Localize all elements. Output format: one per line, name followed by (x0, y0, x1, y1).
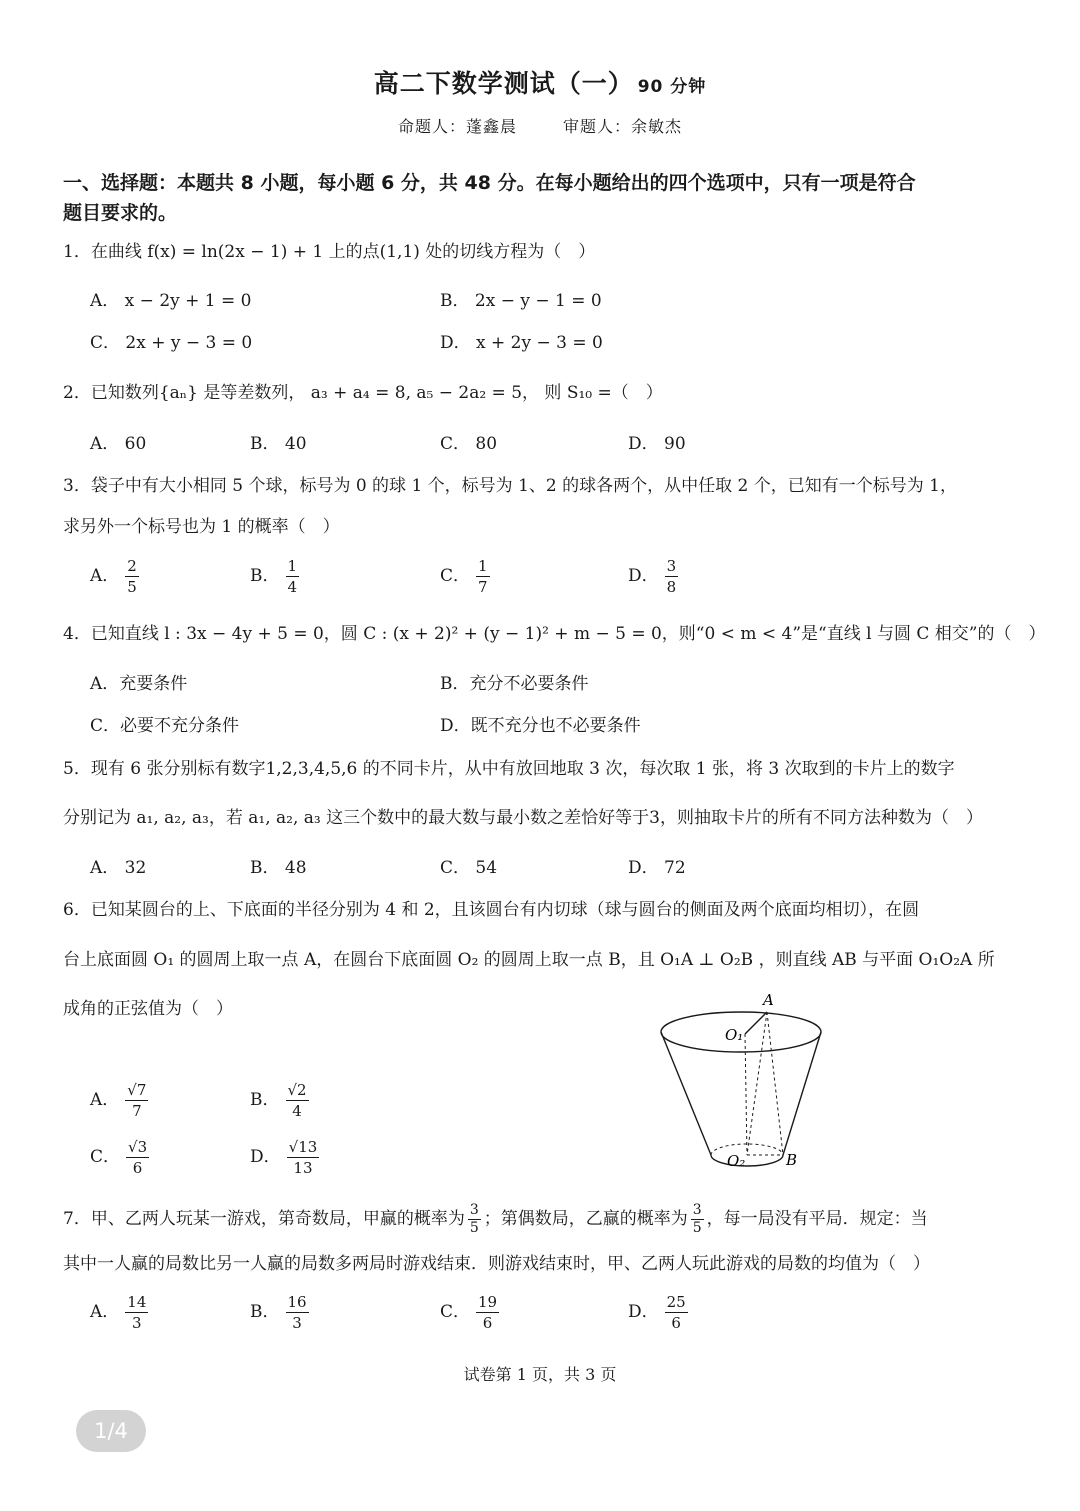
fraction-numerator: 2 (127, 557, 137, 575)
question-7-option-a[interactable] (90, 1292, 148, 1333)
label-o2: O₂ (727, 1152, 746, 1170)
question-5-option-c[interactable]: C． 54 (440, 858, 498, 878)
fraction-denominator: 7 (478, 578, 488, 596)
fraction-numerator: 16 (287, 1293, 307, 1311)
label-a: A (763, 991, 774, 1009)
question-6-option-a[interactable] (90, 1080, 148, 1121)
question-6-option-b[interactable] (250, 1080, 309, 1121)
fraction (125, 1080, 148, 1121)
option-label: B． (250, 566, 280, 586)
fraction-denominator: 6 (132, 1159, 143, 1177)
fraction-numerator: 3 (666, 557, 677, 575)
question-4-option-d[interactable]: D．既不充分也不必要条件 (440, 716, 641, 736)
right-slant-edge (783, 1032, 821, 1155)
option-label: D． (628, 1302, 659, 1322)
fraction-denominator: 6 (482, 1314, 493, 1332)
section-line-2: 题目要求的。 (63, 202, 178, 224)
question-3-option-d[interactable] (628, 556, 678, 597)
fraction-numerator: √3 (128, 1138, 148, 1156)
option-label: A． (90, 566, 120, 586)
option-label: B． (250, 1302, 280, 1322)
question-6-option-d[interactable] (250, 1137, 319, 1178)
fraction-numerator: 1 (287, 557, 298, 575)
fraction-numerator: 19 (478, 1293, 498, 1311)
fraction-denominator: 6 (671, 1314, 681, 1332)
question-7-option-b[interactable] (250, 1292, 309, 1333)
question-6-text-2: 台上底面圆 O₁ 的圆周上取一点 A，在圆台下底面圆 O₂ 的圆周上取一点 B，且 O₁A ⊥ O₂B ，则直线 AB 与平面 O₁O₂A 所 (63, 950, 995, 970)
fraction (286, 1292, 309, 1333)
question-4-text: 4．已知直线 l : 3x − 4y + 5 = 0，圆 C : (x + 2)² + (y − 1)² + m − 5 = 0，则“0 < m < 4”是“直线 l 与圆 C 相交”的（ ） (63, 624, 1046, 644)
fraction-denominator: 5 (692, 1220, 702, 1236)
duration-text: 90 分钟 (637, 77, 707, 97)
question-7-part-2: ；第偶数局，乙赢的概率为 (483, 1209, 688, 1229)
segment-o1-a (745, 1012, 767, 1034)
question-1-option-d[interactable]: D． x + 2y − 3 = 0 (440, 333, 603, 353)
question-7-option-c[interactable] (440, 1292, 499, 1333)
fraction-denominator: 13 (293, 1159, 313, 1177)
fraction (286, 556, 300, 597)
page-footer: 试卷第 1 页，共 3 页 (463, 1365, 617, 1384)
question-4-option-b[interactable]: B．充分不必要条件 (440, 674, 589, 694)
question-7-text-2: 其中一人赢的局数比另一人赢的局数多两局时游戏结束．则游戏结束时，甲、乙两人玩此游戏的局数的均值为（ ） (63, 1254, 930, 1274)
fraction-numerator: 25 (666, 1293, 686, 1311)
question-7-part-3: ，每一局没有平局．规定：当 (706, 1209, 928, 1229)
fraction-denominator: 3 (292, 1314, 302, 1332)
option-label: C． (440, 566, 471, 586)
option-label: C． (90, 1147, 121, 1167)
question-5-text-1: 5．现有 6 张分别标有数字1,2,3,4,5,6 的不同卡片，从中有放回地取 3 次，每次取 1 张，将 3 次取到的卡片上的数字 (63, 759, 955, 779)
frustum-figure (655, 990, 845, 1180)
fraction-denominator: 4 (287, 578, 298, 596)
author-line (0, 114, 1080, 137)
reviewer-text: 审题人：余敏杰 (563, 117, 683, 136)
option-label: B． (250, 1090, 280, 1110)
question-5-option-b[interactable]: B． 48 (250, 858, 307, 878)
question-1-option-a[interactable]: A． x − 2y + 1 = 0 (90, 291, 252, 311)
question-1-text: 1．在曲线 f(x) = ln(2x − 1) + 1 上的点(1,1) 处的切线方程为（ ） (63, 242, 596, 262)
fraction (665, 556, 679, 597)
option-label: A． (90, 1090, 120, 1110)
option-label: D． (250, 1147, 281, 1167)
question-2-option-d[interactable]: D． 90 (628, 434, 686, 454)
fraction (287, 1137, 320, 1178)
question-4-option-c[interactable]: C．必要不充分条件 (90, 716, 240, 736)
question-6-text-1: 6．已知某圆台的上、下底面的半径分别为 4 和 2，且该圆台有内切球（球与圆台的侧面及两个底面均相切），在圆 (63, 900, 920, 920)
question-3-option-c[interactable] (440, 556, 490, 597)
fraction-numerator: 14 (127, 1293, 147, 1311)
fraction-denominator: 4 (292, 1102, 302, 1120)
segment-a-b (767, 1012, 783, 1155)
fraction (126, 1137, 149, 1178)
author-text: 命题人：蓬鑫晨 (397, 117, 517, 136)
question-3-option-b[interactable] (250, 556, 299, 597)
question-2-option-b[interactable]: B． 40 (250, 434, 307, 454)
fraction-numerator: 3 (692, 1202, 702, 1218)
fraction (665, 1292, 688, 1333)
question-6-text-3: 成角的正弦值为（ ） (63, 999, 233, 1019)
question-3-text-2: 求另外一个标号也为 1 的概率（ ） (63, 517, 340, 537)
question-7-option-d[interactable] (628, 1292, 688, 1333)
page-title (0, 64, 1080, 100)
question-2-text: 2．已知数列{aₙ} 是等差数列， a₃ + a₄ = 8, a₅ − 2a₂ = 5， 则 S₁₀ =（ ） (63, 383, 663, 403)
fraction (468, 1202, 481, 1237)
fraction-numerator: √7 (127, 1081, 147, 1099)
fraction-denominator: 8 (666, 578, 677, 596)
fraction-numerator: √2 (287, 1081, 307, 1099)
title-text: 高二下数学测试（一） (373, 69, 634, 98)
page-indicator[interactable]: 1/4 (76, 1410, 146, 1452)
left-slant-edge (661, 1032, 711, 1155)
fraction (691, 1202, 704, 1237)
question-2-option-c[interactable]: C． 80 (440, 434, 498, 454)
question-1-option-c[interactable]: C． 2x + y − 3 = 0 (90, 333, 253, 353)
option-label: C． (440, 1302, 471, 1322)
question-5-text-2: 分别记为 a₁, a₂, a₃，若 a₁, a₂, a₃ 这三个数中的最大数与最小数之差恰好等于3，则抽取卡片的所有不同方法种数为（ ） (63, 808, 983, 828)
bottom-base-front (711, 1155, 783, 1166)
fraction-denominator: 7 (132, 1102, 142, 1120)
fraction-denominator: 3 (132, 1314, 142, 1332)
label-o1: O₁ (725, 1026, 744, 1044)
fraction-denominator: 5 (127, 578, 137, 596)
fraction (125, 556, 139, 597)
question-2-option-a[interactable]: A． 60 (90, 434, 147, 454)
question-4-option-a[interactable]: A．充要条件 (90, 674, 188, 694)
question-7-text-1 (63, 1202, 1028, 1237)
question-3-text-1: 3．袋子中有大小相同 5 个球，标号为 0 的球 1 个，标号为 1、2 的球各两个，从中任取 2 个，已知有一个标号为 1， (63, 476, 957, 496)
fraction (125, 1292, 148, 1333)
fraction (476, 1292, 499, 1333)
fraction-numerator: 3 (469, 1202, 479, 1218)
option-label: A． (90, 1302, 120, 1322)
question-1-option-b[interactable]: B． 2x − y − 1 = 0 (440, 291, 602, 311)
fraction-denominator: 5 (469, 1220, 479, 1236)
section-heading (63, 168, 1023, 228)
question-3-option-a[interactable] (90, 556, 139, 597)
option-label: D． (628, 566, 659, 586)
label-b: B (786, 1151, 798, 1169)
section-line-1: 一、选择题：本题共 8 小题，每小题 6 分，共 48 分。在每小题给出的四个选项中，只有一项是符合 (63, 172, 916, 194)
question-6-option-c[interactable] (90, 1137, 149, 1178)
question-5-option-d[interactable]: D． 72 (628, 858, 686, 878)
fraction (286, 1080, 309, 1121)
question-7-part-1: 7．甲、乙两人玩某一游戏，第奇数局，甲赢的概率为 (63, 1209, 465, 1229)
fraction-numerator: 1 (478, 557, 488, 575)
fraction-numerator: √13 (288, 1138, 318, 1156)
fraction (476, 556, 490, 597)
question-5-option-a[interactable]: A． 32 (90, 858, 147, 878)
segment-a-o2 (747, 1012, 767, 1155)
